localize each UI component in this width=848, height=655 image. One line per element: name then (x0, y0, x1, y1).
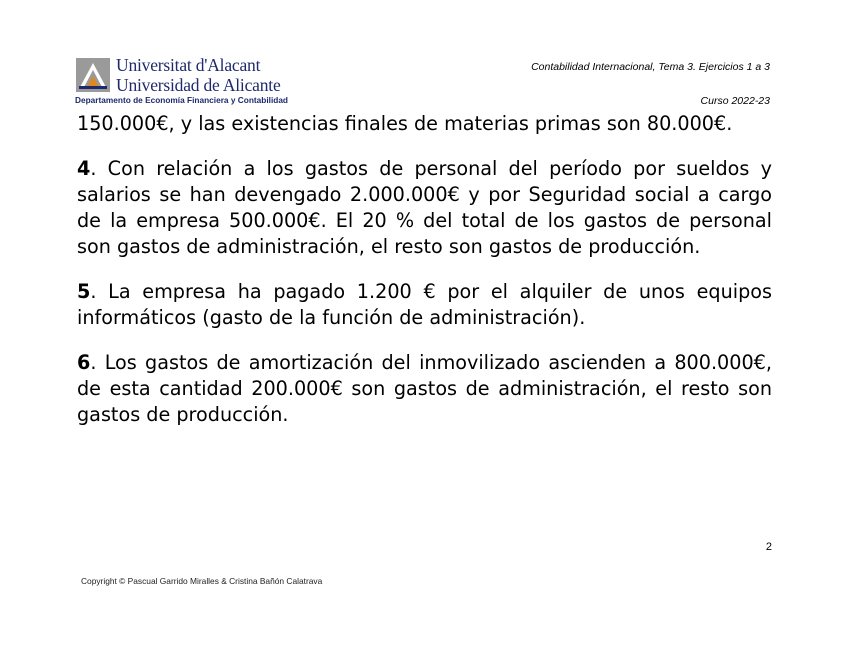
item-number: 4 (77, 157, 91, 180)
paragraph-text: . Con relación a los gastos de personal del período por sueldos y salarios se han devengado 2.000.000€ y por Seguridad social a cargo de la empresa 500.000€. El 20 % del total de los gastos de personal son gastos de administración, el resto son gastos de producción. (77, 157, 772, 258)
university-name-spanish: Universidad de Alicante (116, 75, 281, 95)
university-name-valencian: Universitat d'Alacant (116, 55, 261, 75)
department-name: Departamento de Economía Financiera y Contabilidad (75, 95, 288, 105)
copyright-notice: Copyright © Pascual Garrido Miralles & Cristina Bañón Calatrava (81, 576, 323, 586)
page-number: 2 (765, 541, 772, 553)
course-title: Contabilidad Internacional, Tema 3. Ejercicios 1 a 3 (531, 61, 770, 73)
university-logo-icon (76, 58, 110, 92)
paragraph-text: . Los gastos de amortización del inmovilizado ascienden a 800.000€, de esta cantidad 200.000€ son gastos de administración, el resto son gastos de producción. (77, 351, 772, 426)
paragraph-item-6 (77, 350, 772, 428)
academic-year: Curso 2022-23 (700, 95, 770, 107)
paragraph-text: . La empresa ha pagado 1.200 € por el alquiler de unos equipos informáticos (gasto de la función de administración). (77, 280, 772, 329)
item-number: 6 (77, 351, 91, 374)
item-number: 5 (77, 280, 91, 303)
paragraph-continuation (77, 111, 772, 137)
paragraph-item-5 (77, 279, 772, 331)
paragraph-item-4 (77, 156, 772, 260)
exercise-content (77, 111, 772, 447)
paragraph-text: 150.000€, y las existencias finales de materias primas son 80.000€. (77, 112, 733, 135)
